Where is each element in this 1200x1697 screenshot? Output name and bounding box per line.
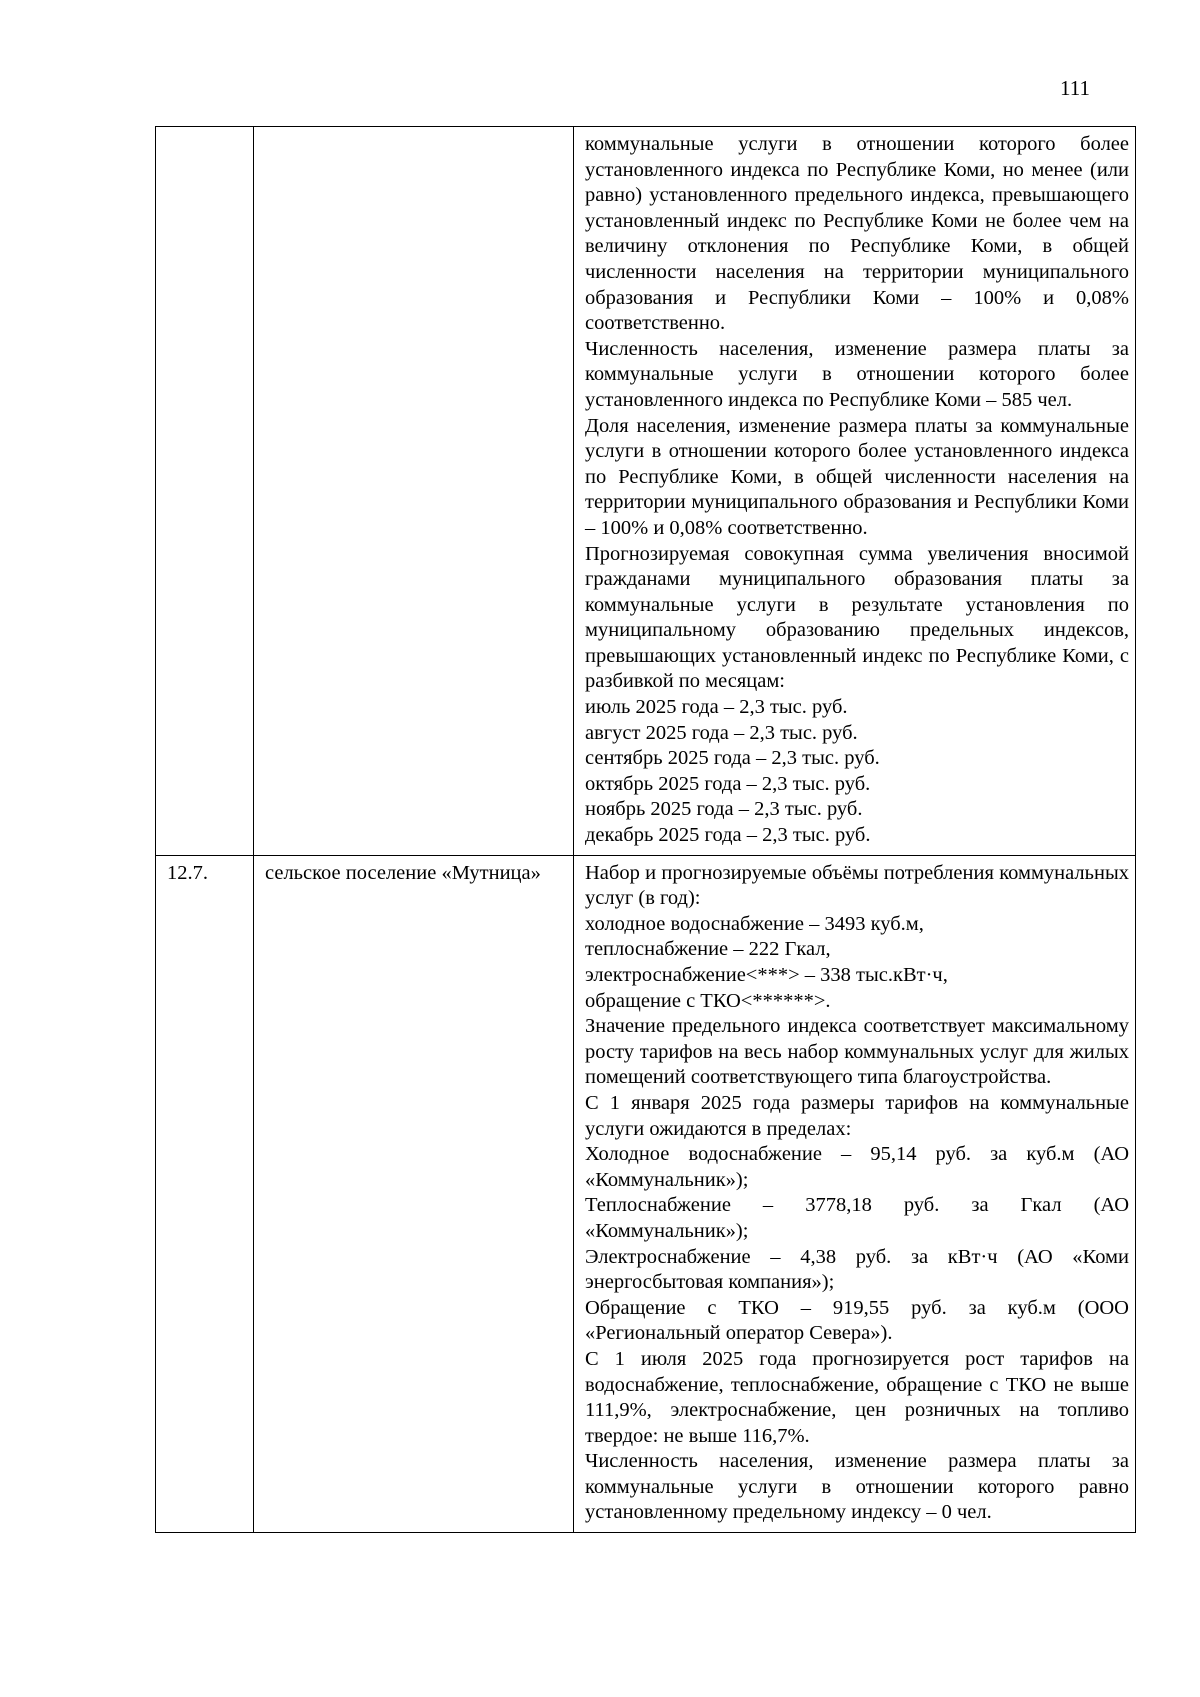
text-paragraph: Электроснабжение – 4,38 руб. за кВт·ч (АО «Коми энергосбытовая компания»); (585, 1245, 1129, 1294)
text-line: декабрь 2025 года – 2,3 тыс. руб. (585, 824, 871, 847)
text-line: август 2025 года – 2,3 тыс. руб. (585, 721, 858, 744)
text-line: ноябрь 2025 года – 2,3 тыс. руб. (585, 798, 863, 821)
text-paragraph: Холодное водоснабжение – 95,14 руб. за куб.м (АО «Коммунальник»); (585, 1143, 1129, 1191)
text-paragraph: Численность населения, изменение размера платы за коммунальные услуги в отношении которого равно установленному предельному индексу – 0 чел. (585, 1450, 1129, 1524)
text-paragraph: Доля населения, изменение размера платы за коммунальные услуги в отношении которого более установленного индекса по Республике Коми, в общей численности населения на территории муниципального образования и Республики Коми – 100% и 0,08% соответственно. (585, 414, 1129, 539)
text-paragraph: Прогнозируемая совокупная сумма увеличения вносимой гражданами муниципального образования платы за коммунальные услуги в результате установления по муниципальному образованию предельных индексов, превышающих установленный индекс по Республике Коми, с разбивкой по месяцам: (585, 542, 1129, 693)
text-paragraph: С 1 июля 2025 года прогнозируется рост тарифов на водоснабжение, теплоснабжение, обращение с ТКО не выше 111,9%, электроснабжение, цен розничных на топливо твердое: не выше 116,7%. (585, 1347, 1129, 1447)
text-paragraph: Набор и прогнозируемые объёмы потребления коммунальных услуг (в год): (585, 861, 1129, 910)
text-line: теплоснабжение – 222 Гкал, (585, 938, 831, 961)
text-paragraph: коммунальные услуги в отношении которого более установленного индекса по Республике Коми, но менее (или равно) установленного предельного индекса, превышающего установленный индекс по Республике Коми не более чем на величину отклонения по Республике Коми, в общей численности населения на территории муниципального образования и Республики Коми – 100% и 0,08% соответственно. (585, 133, 1129, 335)
text-line: сентябрь 2025 года – 2,3 тыс. руб. (585, 747, 880, 770)
municipality-name-cell: сельское поселение «Мутница» (254, 855, 574, 1532)
municipality-name-cell (254, 127, 574, 856)
text-paragraph: Численность населения, изменение размера платы за коммунальные услуги в отношении которого более установленного индекса по Республике Коми – 585 чел. (585, 337, 1129, 411)
document-table (155, 126, 1136, 1533)
text-line: холодное водоснабжение – 3493 куб.м, (585, 912, 924, 935)
text-line: октябрь 2025 года – 2,3 тыс. руб. (585, 772, 871, 795)
description-cell (574, 127, 1136, 856)
description-cell (574, 855, 1136, 1532)
text-paragraph: Теплоснабжение – 3778,18 руб. за Гкал (АО «Коммунальник»); (585, 1194, 1129, 1242)
row-number-cell: 12.7. (156, 855, 254, 1532)
table-row (156, 855, 1136, 1532)
text-paragraph: Обращение с ТКО – 919,55 руб. за куб.м (ООО «Региональный оператор Севера»). (585, 1296, 1129, 1345)
text-line: обращение с ТКО<******>. (585, 989, 831, 1012)
text-line: июль 2025 года – 2,3 тыс. руб. (585, 696, 848, 719)
page-number: 111 (1060, 76, 1090, 100)
row-number-cell (156, 127, 254, 856)
text-line: электроснабжение<***> – 338 тыс.кВт·ч, (585, 964, 948, 986)
table-row (156, 127, 1136, 856)
text-paragraph: С 1 января 2025 года размеры тарифов на коммунальные услуги ожидаются в пределах: (585, 1091, 1129, 1140)
text-paragraph: Значение предельного индекса соответствует максимальному росту тарифов на весь набор коммунальных услуг для жилых помещений соответствующего типа благоустройства. (585, 1015, 1129, 1089)
